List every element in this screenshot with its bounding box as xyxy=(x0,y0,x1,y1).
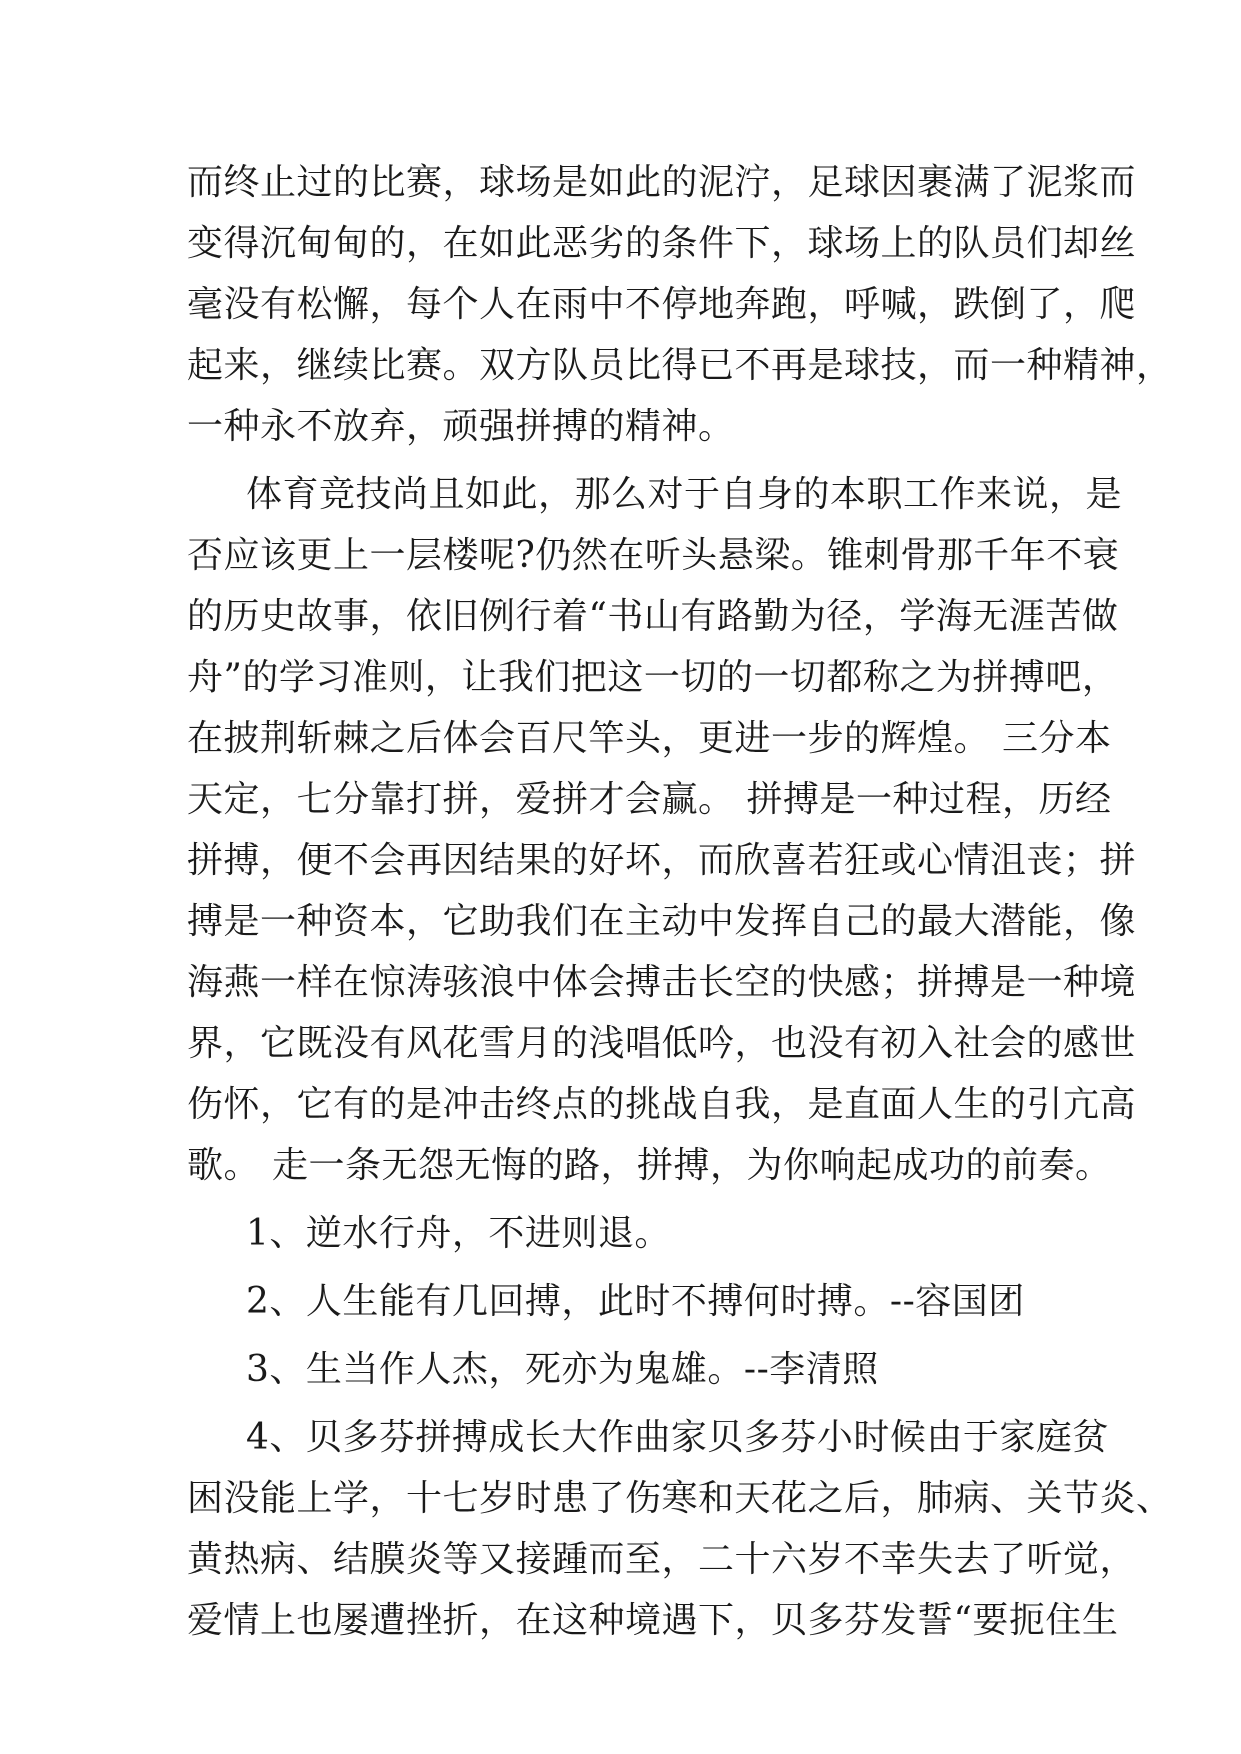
text-line: 1、逆水行舟，不进则退。 xyxy=(246,1213,671,1254)
quote-item-2 xyxy=(187,1271,1057,1332)
text-line: 黄热病、结膜炎等又接踵而至，二十六岁不幸失去了听觉， xyxy=(187,1539,1137,1580)
paragraph-2 xyxy=(187,464,1137,1196)
story-item-4 xyxy=(187,1407,1173,1651)
text-line: 歌。 走一条无怨无悔的路，拼搏，为你响起成功的前奏。 xyxy=(187,1145,1112,1186)
text-line: 而终止过的比赛，球场是如此的泥泞，足球因裹满了泥浆而 xyxy=(187,162,1137,203)
text-line: 舟”的学习准则，让我们把这一切的一切都称之为拼搏吧， xyxy=(187,657,1119,698)
text-line: 体育竞技尚且如此，那么对于自身的本职工作来说，是 xyxy=(246,474,1123,515)
text-line: 起来，继续比赛。双方队员比得已不再是球技，而一种精神， xyxy=(187,345,1173,386)
text-line: 拼搏，便不会再因结果的好坏，而欣喜若狂或心情沮丧；拼 xyxy=(187,840,1137,881)
text-line: 变得沉甸甸的，在如此恶劣的条件下，球场上的队员们却丝 xyxy=(187,223,1137,264)
quote-item-3 xyxy=(187,1339,1057,1400)
text-line: 爱情上也屡遭挫折，在这种境遇下，贝多芬发誓“要扼住生 xyxy=(187,1600,1119,1641)
text-line: 3、生当作人杰，死亦为鬼雄。--李清照 xyxy=(246,1349,879,1390)
text-line: 天定，七分靠打拼，爱拼才会赢。 拼搏是一种过程，历经 xyxy=(187,779,1112,820)
text-line: 的历史故事，依旧例行着“书山有路勤为径，学海无涯苦做 xyxy=(187,596,1119,637)
text-line: 否应该更上一层楼呢?仍然在听头悬梁。锥刺骨那千年不衰 xyxy=(187,535,1120,576)
text-line: 海燕一样在惊涛骇浪中体会搏击长空的快感；拼搏是一种境 xyxy=(187,962,1137,1003)
text-line: 伤怀，它有的是冲击终点的挑战自我，是直面人生的引亢高 xyxy=(187,1084,1137,1125)
paragraph-1 xyxy=(187,152,1173,457)
text-line: 在披荆斩棘之后体会百尺竿头，更进一步的辉煌。 三分本 xyxy=(187,718,1112,759)
text-line: 搏是一种资本，它助我们在主动中发挥自己的最大潜能，像 xyxy=(187,901,1137,942)
text-line: 4、贝多芬拼搏成长大作曲家贝多芬小时候由于家庭贫 xyxy=(246,1417,1109,1458)
document-body xyxy=(187,152,1173,1651)
quote-item-1 xyxy=(187,1203,1057,1264)
text-line: 界，它既没有风花雪月的浅唱低吟，也没有初入社会的感世 xyxy=(187,1023,1137,1064)
text-line: 困没能上学，十七岁时患了伤寒和天花之后，肺病、关节炎、 xyxy=(187,1478,1173,1519)
text-line: 毫没有松懈，每个人在雨中不停地奔跑，呼喊，跌倒了，爬 xyxy=(187,284,1137,325)
text-line: 2、人生能有几回搏，此时不搏何时搏。--容国团 xyxy=(246,1281,1025,1322)
text-line: 一种永不放弃，顽强拼搏的精神。 xyxy=(187,406,735,447)
